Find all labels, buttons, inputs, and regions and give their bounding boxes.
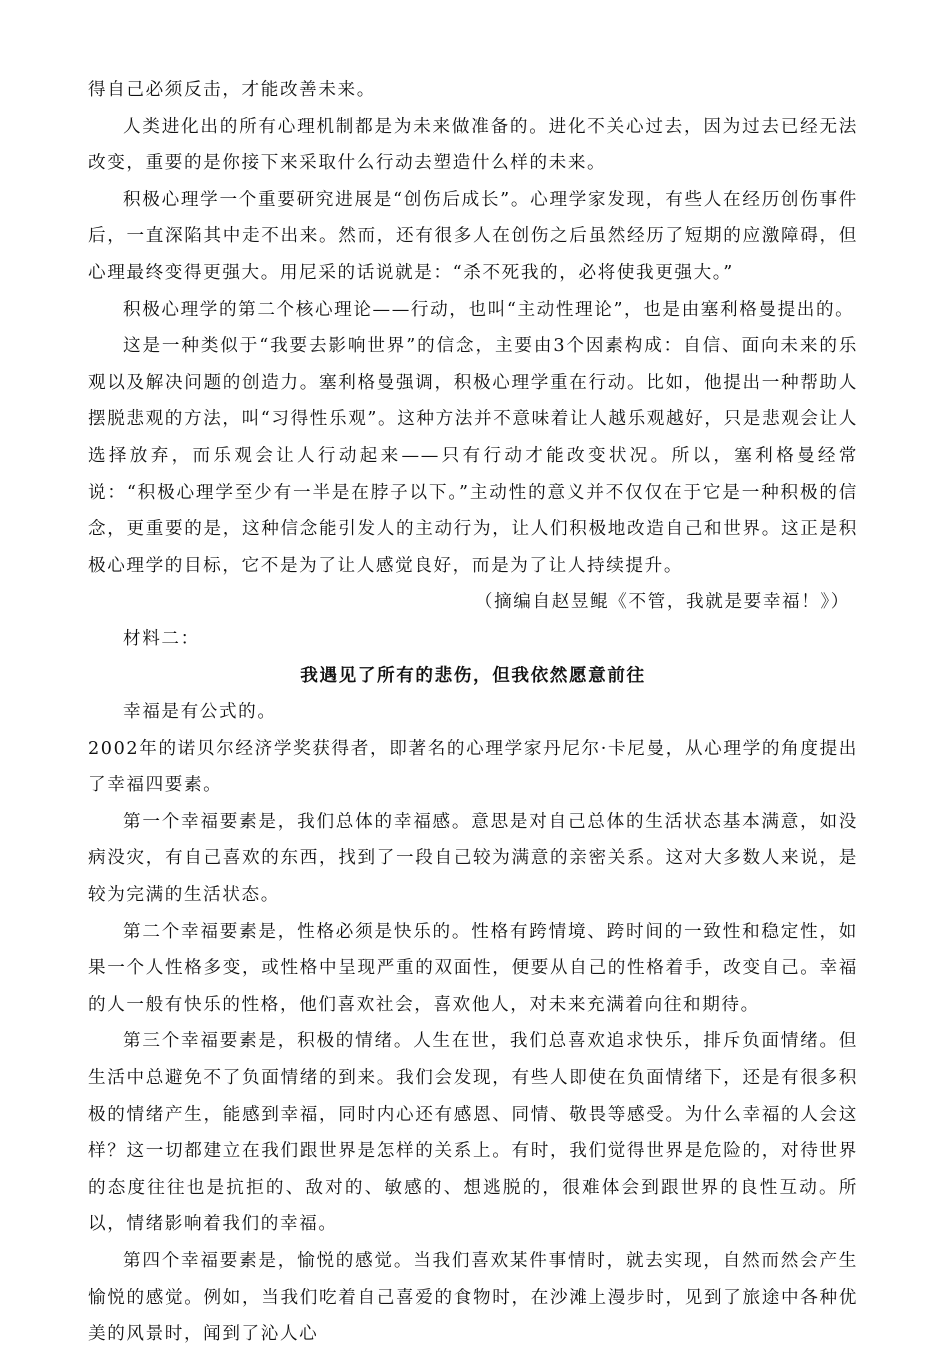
paragraph-proactivity: 这是一种类似于“我要去影响世界”的信念，主要由3个因素构成：自信、面向未来的乐观以及解决问题的创造力。塞利格曼强调，积极心理学重在行动。比如，他提出一种帮助人摆脱悲观的方法，叫“习得性乐观”。这种方法并不意味着让人越乐观越好，只是悲观会让人选择放弃，而乐观会让人行动起来——只有行动才能改变状况。所以，塞利格曼经常说：“积极心理学至少有一半是在脖子以下。”主动性的意义并不仅仅在于它是一种积极的信念，更重要的是，这种信念能引发人的主动行为，让人们积极地改造自己和世界。这正是积极心理学的目标，它不是为了让人感觉良好，而是为了让人持续提升。 (88, 336, 858, 576)
paragraph-formula: 幸福是有公式的。 (123, 702, 277, 723)
paragraph-element-three: 第三个幸福要素是，积极的情绪。人生在世，我们总喜欢追求快乐，排斥负面情绪。但生活中总避免不了负面情绪的到来。我们会发现，有些人即使在负面情绪下，还是有很多积极的情绪产生，能感到幸福，同时内心还有感恩、同情、敬畏等感受。为什么幸福的人会这样？这一切都建立在我们跟世界是怎样的关系上。有时，我们觉得世界是危险的，对待世界的态度往往也是抗拒的、敌对的、敏感的、想逃脱的，很难体会到跟世界的良性互动。所以，情绪影响着我们的幸福。 (88, 1031, 858, 1235)
paragraph-element-one: 第一个幸福要素是，我们总体的幸福感。意思是对自己总体的生活状态基本满意，如没病没灾，有自己喜欢的东西，找到了一段自己较为满意的亲密关系。这对大多数人来说，是较为完满的生活状态。 (88, 811, 858, 906)
source-citation: （摘编自赵昱鲲《不管，我就是要幸福！》） (474, 592, 850, 613)
paragraph-element-two: 第二个幸福要素是，性格必须是快乐的。性格有跨情境、跨时间的一致性和稳定性，如果一个人性格多变，或性格中呈现严重的双面性，便要从自己的性格着手，改变自己。幸福的人一般有快乐的性格，他们喜欢社会，喜欢他人，对未来充满着向往和期待。 (88, 921, 858, 1015)
paragraph-kahneman: 2002年的诺贝尔经济学奖获得者，即著名的心理学家丹尼尔·卡尼曼，从心理学的角度提出了幸福四要素。 (88, 738, 858, 796)
article-heading: 我遇见了所有的悲伤，但我依然愿意前往 (300, 664, 646, 686)
paragraph-post-traumatic-growth: 积极心理学一个重要研究进展是“创伤后成长”。心理学家发现，有些人在经历创伤事件后，一直深陷其中走不出来。然而，还有很多人在创伤之后虽然经历了短期的应激障碍，但心理最终变得更强大。用尼采的话说就是：“杀不死我的，必将使我更强大。” (88, 189, 858, 283)
paragraph-continuation: 得自己必须反击，才能改善未来。 (88, 80, 376, 100)
material-two-label: 材料二： (123, 628, 200, 649)
paragraph-element-four: 第四个幸福要素是，愉悦的感觉。当我们喜欢某件事情时，就去实现，自然而然会产生愉悦的感觉。例如，当我们吃着自己喜爱的食物时，在沙滩上漫步时，见到了旅途中各种优美的风景时，闻到了沁人心 (88, 1251, 858, 1345)
paragraph-second-core-theory: 积极心理学的第二个核心理论——行动，也叫“主动性理论”，也是由塞利格曼提出的。 (123, 299, 855, 320)
paragraph-evolution: 人类进化出的所有心理机制都是为未来做准备的。进化不关心过去，因为过去已经无法改变，重要的是你接下来采取什么行动去塑造什么样的未来。 (88, 116, 858, 174)
document-page (88, 72, 858, 1353)
